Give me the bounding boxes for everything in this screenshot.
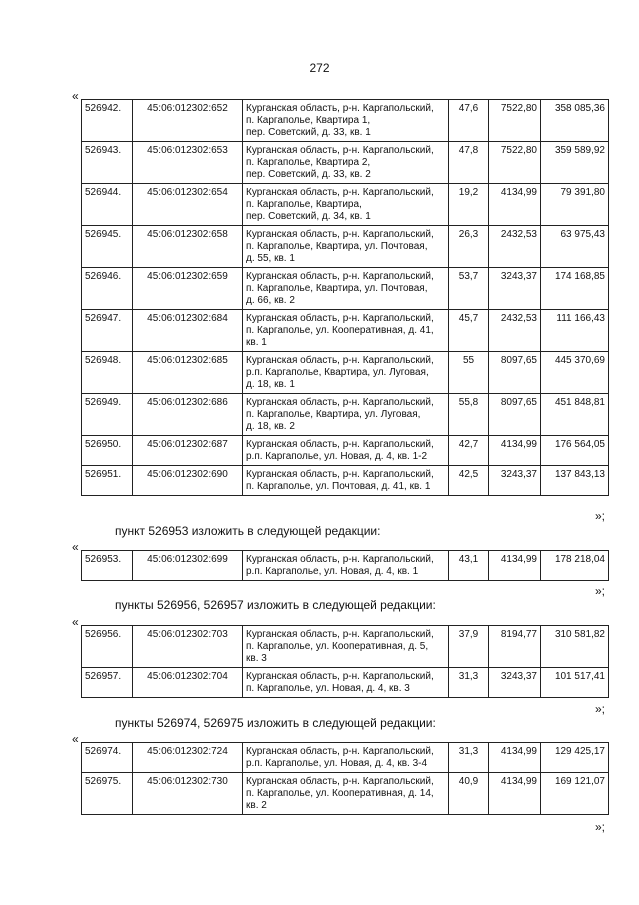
cadastral-value-cell: 176 564,05 bbox=[541, 436, 609, 466]
address-line: кв. 3 bbox=[246, 653, 267, 664]
open-quote: « bbox=[72, 615, 79, 629]
item-number-cell: 526947. bbox=[82, 310, 133, 352]
specific-value-cell: 8097,65 bbox=[489, 352, 541, 394]
cadastral-value-cell: 358 085,36 bbox=[541, 100, 609, 142]
amendment-table bbox=[81, 625, 609, 698]
table-row bbox=[82, 310, 609, 352]
item-number-cell: 526943. bbox=[82, 142, 133, 184]
address-line: Курганская область, р-н. Каргапольский, bbox=[246, 746, 434, 757]
address-line: п. Каргаполье, ул. Кооперативная, д. 5, bbox=[246, 641, 429, 652]
address-line: п. Каргаполье, ул. Кооперативная, д. 14, bbox=[246, 788, 434, 799]
amendment-table bbox=[81, 99, 609, 496]
address-line: д. 18, кв. 1 bbox=[246, 379, 295, 390]
table-row bbox=[82, 226, 609, 268]
area-cell: 43,1 bbox=[449, 551, 489, 581]
cadastral-value-cell: 129 425,17 bbox=[541, 743, 609, 773]
area-cell: 31,3 bbox=[449, 668, 489, 698]
specific-value-cell: 2432,53 bbox=[489, 226, 541, 268]
item-number-cell: 526950. bbox=[82, 436, 133, 466]
address-line: Курганская область, р-н. Каргапольский, bbox=[246, 439, 434, 450]
address-cell bbox=[243, 743, 449, 773]
close-quote: »; bbox=[594, 702, 605, 716]
item-number-cell: 526953. bbox=[82, 551, 133, 581]
table-row bbox=[82, 626, 609, 668]
cadastral-number-cell: 45:06:012302:703 bbox=[133, 626, 243, 668]
amendment-instruction: пункты 526956, 526957 изложить в следующей редакции: bbox=[115, 598, 436, 612]
specific-value-cell: 7522,80 bbox=[489, 142, 541, 184]
address-cell bbox=[243, 184, 449, 226]
address-cell bbox=[243, 394, 449, 436]
specific-value-cell: 3243,37 bbox=[489, 268, 541, 310]
amendment-instruction: пункты 526974, 526975 изложить в следующей редакции: bbox=[115, 716, 436, 730]
table-row bbox=[82, 743, 609, 773]
page-number: 272 bbox=[309, 61, 330, 75]
table-row bbox=[82, 394, 609, 436]
cadastral-number-cell: 45:06:012302:658 bbox=[133, 226, 243, 268]
area-cell: 55,8 bbox=[449, 394, 489, 436]
cadastral-number-cell: 45:06:012302:687 bbox=[133, 436, 243, 466]
address-line: р.п. Каргаполье, ул. Новая, д. 4, кв. 1-2 bbox=[246, 451, 428, 462]
cadastral-value-cell: 169 121,07 bbox=[541, 773, 609, 815]
table-row bbox=[82, 352, 609, 394]
address-line: р.п. Каргаполье, ул. Новая, д. 4, кв. 1 bbox=[246, 566, 419, 577]
address-line: Курганская область, р-н. Каргапольский, bbox=[246, 145, 434, 156]
item-number-cell: 526942. bbox=[82, 100, 133, 142]
specific-value-cell: 8194,77 bbox=[489, 626, 541, 668]
address-line: Курганская область, р-н. Каргапольский, bbox=[246, 554, 434, 565]
area-cell: 40,9 bbox=[449, 773, 489, 815]
address-cell bbox=[243, 551, 449, 581]
item-number-cell: 526951. bbox=[82, 466, 133, 496]
cadastral-number-cell: 45:06:012302:704 bbox=[133, 668, 243, 698]
address-cell bbox=[243, 100, 449, 142]
cadastral-number-cell: 45:06:012302:654 bbox=[133, 184, 243, 226]
table-row bbox=[82, 466, 609, 496]
address-line: п. Каргаполье, ул. Новая, д. 4, кв. 3 bbox=[246, 683, 410, 694]
address-line: Курганская область, р-н. Каргапольский, bbox=[246, 671, 434, 682]
cadastral-number-cell: 45:06:012302:724 bbox=[133, 743, 243, 773]
address-line: Курганская область, р-н. Каргапольский, bbox=[246, 187, 434, 198]
area-cell: 53,7 bbox=[449, 268, 489, 310]
close-quote: »; bbox=[594, 820, 605, 834]
specific-value-cell: 4134,99 bbox=[489, 184, 541, 226]
area-cell: 47,8 bbox=[449, 142, 489, 184]
cadastral-number-cell: 45:06:012302:686 bbox=[133, 394, 243, 436]
cadastral-number-cell: 45:06:012302:684 bbox=[133, 310, 243, 352]
item-number-cell: 526956. bbox=[82, 626, 133, 668]
address-line: Курганская область, р-н. Каргапольский, bbox=[246, 313, 434, 324]
item-number-cell: 526974. bbox=[82, 743, 133, 773]
address-line: п. Каргаполье, Квартира 1, bbox=[246, 115, 371, 126]
address-line: пер. Советский, д. 33, кв. 2 bbox=[246, 169, 371, 180]
table-row bbox=[82, 551, 609, 581]
address-line: пер. Советский, д. 33, кв. 1 bbox=[246, 127, 371, 138]
address-line: р.п. Каргаполье, Квартира, ул. Луговая, bbox=[246, 367, 429, 378]
address-line: п. Каргаполье, Квартира, ул. Почтовая, bbox=[246, 283, 428, 294]
item-number-cell: 526975. bbox=[82, 773, 133, 815]
table-row bbox=[82, 142, 609, 184]
cadastral-value-cell: 63 975,43 bbox=[541, 226, 609, 268]
area-cell: 45,7 bbox=[449, 310, 489, 352]
area-cell: 31,3 bbox=[449, 743, 489, 773]
address-cell bbox=[243, 268, 449, 310]
area-cell: 47,6 bbox=[449, 100, 489, 142]
address-line: п. Каргаполье, ул. Кооперативная, д. 41, bbox=[246, 325, 434, 336]
address-cell bbox=[243, 352, 449, 394]
address-line: п. Каргаполье, Квартира 2, bbox=[246, 157, 371, 168]
open-quote: « bbox=[72, 89, 79, 103]
table-row bbox=[82, 773, 609, 815]
cadastral-value-cell: 79 391,80 bbox=[541, 184, 609, 226]
address-cell bbox=[243, 668, 449, 698]
address-line: п. Каргаполье, Квартира, ул. Почтовая, bbox=[246, 241, 428, 252]
address-line: п. Каргаполье, ул. Почтовая, д. 41, кв. 1 bbox=[246, 481, 431, 492]
table-row bbox=[82, 184, 609, 226]
cadastral-value-cell: 174 168,85 bbox=[541, 268, 609, 310]
area-cell: 19,2 bbox=[449, 184, 489, 226]
cadastral-value-cell: 445 370,69 bbox=[541, 352, 609, 394]
specific-value-cell: 3243,37 bbox=[489, 668, 541, 698]
address-cell bbox=[243, 773, 449, 815]
item-number-cell: 526949. bbox=[82, 394, 133, 436]
specific-value-cell: 2432,53 bbox=[489, 310, 541, 352]
address-line: Курганская область, р-н. Каргапольский, bbox=[246, 229, 434, 240]
area-cell: 42,5 bbox=[449, 466, 489, 496]
table-row bbox=[82, 100, 609, 142]
address-line: Курганская область, р-н. Каргапольский, bbox=[246, 397, 434, 408]
open-quote: « bbox=[72, 732, 79, 746]
address-line: кв. 2 bbox=[246, 800, 267, 811]
address-cell bbox=[243, 142, 449, 184]
specific-value-cell: 3243,37 bbox=[489, 466, 541, 496]
cadastral-value-cell: 111 166,43 bbox=[541, 310, 609, 352]
address-cell bbox=[243, 226, 449, 268]
amendment-table bbox=[81, 742, 609, 815]
cadastral-value-cell: 310 581,82 bbox=[541, 626, 609, 668]
area-cell: 37,9 bbox=[449, 626, 489, 668]
item-number-cell: 526957. bbox=[82, 668, 133, 698]
cadastral-number-cell: 45:06:012302:652 bbox=[133, 100, 243, 142]
address-cell bbox=[243, 310, 449, 352]
cadastral-value-cell: 451 848,81 bbox=[541, 394, 609, 436]
address-line: Курганская область, р-н. Каргапольский, bbox=[246, 103, 434, 114]
item-number-cell: 526948. bbox=[82, 352, 133, 394]
address-line: Курганская область, р-н. Каргапольский, bbox=[246, 271, 434, 282]
item-number-cell: 526946. bbox=[82, 268, 133, 310]
specific-value-cell: 4134,99 bbox=[489, 743, 541, 773]
open-quote: « bbox=[72, 540, 79, 554]
address-line: кв. 1 bbox=[246, 337, 267, 348]
amendment-table bbox=[81, 550, 609, 581]
address-line: п. Каргаполье, Квартира, bbox=[246, 199, 362, 210]
specific-value-cell: 7522,80 bbox=[489, 100, 541, 142]
cadastral-value-cell: 178 218,04 bbox=[541, 551, 609, 581]
address-line: д. 55, кв. 1 bbox=[246, 253, 295, 264]
cadastral-value-cell: 137 843,13 bbox=[541, 466, 609, 496]
cadastral-number-cell: 45:06:012302:699 bbox=[133, 551, 243, 581]
cadastral-number-cell: 45:06:012302:653 bbox=[133, 142, 243, 184]
address-cell bbox=[243, 466, 449, 496]
cadastral-number-cell: 45:06:012302:690 bbox=[133, 466, 243, 496]
specific-value-cell: 8097,65 bbox=[489, 394, 541, 436]
address-line: пер. Советский, д. 34, кв. 1 bbox=[246, 211, 371, 222]
address-cell bbox=[243, 436, 449, 466]
table-row bbox=[82, 436, 609, 466]
close-quote: »; bbox=[594, 584, 605, 598]
area-cell: 55 bbox=[449, 352, 489, 394]
specific-value-cell: 4134,99 bbox=[489, 436, 541, 466]
specific-value-cell: 4134,99 bbox=[489, 773, 541, 815]
address-line: д. 66, кв. 2 bbox=[246, 295, 295, 306]
specific-value-cell: 4134,99 bbox=[489, 551, 541, 581]
address-line: Курганская область, р-н. Каргапольский, bbox=[246, 776, 434, 787]
address-line: д. 18, кв. 2 bbox=[246, 421, 295, 432]
cadastral-number-cell: 45:06:012302:685 bbox=[133, 352, 243, 394]
address-cell bbox=[243, 626, 449, 668]
item-number-cell: 526944. bbox=[82, 184, 133, 226]
cadastral-value-cell: 359 589,92 bbox=[541, 142, 609, 184]
address-line: р.п. Каргаполье, ул. Новая, д. 4, кв. 3-4 bbox=[246, 758, 428, 769]
address-line: Курганская область, р-н. Каргапольский, bbox=[246, 469, 434, 480]
table-row bbox=[82, 268, 609, 310]
area-cell: 26,3 bbox=[449, 226, 489, 268]
cadastral-value-cell: 101 517,41 bbox=[541, 668, 609, 698]
close-quote: »; bbox=[594, 509, 605, 523]
cadastral-number-cell: 45:06:012302:730 bbox=[133, 773, 243, 815]
address-line: Курганская область, р-н. Каргапольский, bbox=[246, 355, 434, 366]
cadastral-number-cell: 45:06:012302:659 bbox=[133, 268, 243, 310]
table-row bbox=[82, 668, 609, 698]
address-line: п. Каргаполье, Квартира, ул. Луговая, bbox=[246, 409, 421, 420]
item-number-cell: 526945. bbox=[82, 226, 133, 268]
area-cell: 42,7 bbox=[449, 436, 489, 466]
amendment-instruction: пункт 526953 изложить в следующей редакции: bbox=[115, 524, 381, 538]
address-line: Курганская область, р-н. Каргапольский, bbox=[246, 629, 434, 640]
